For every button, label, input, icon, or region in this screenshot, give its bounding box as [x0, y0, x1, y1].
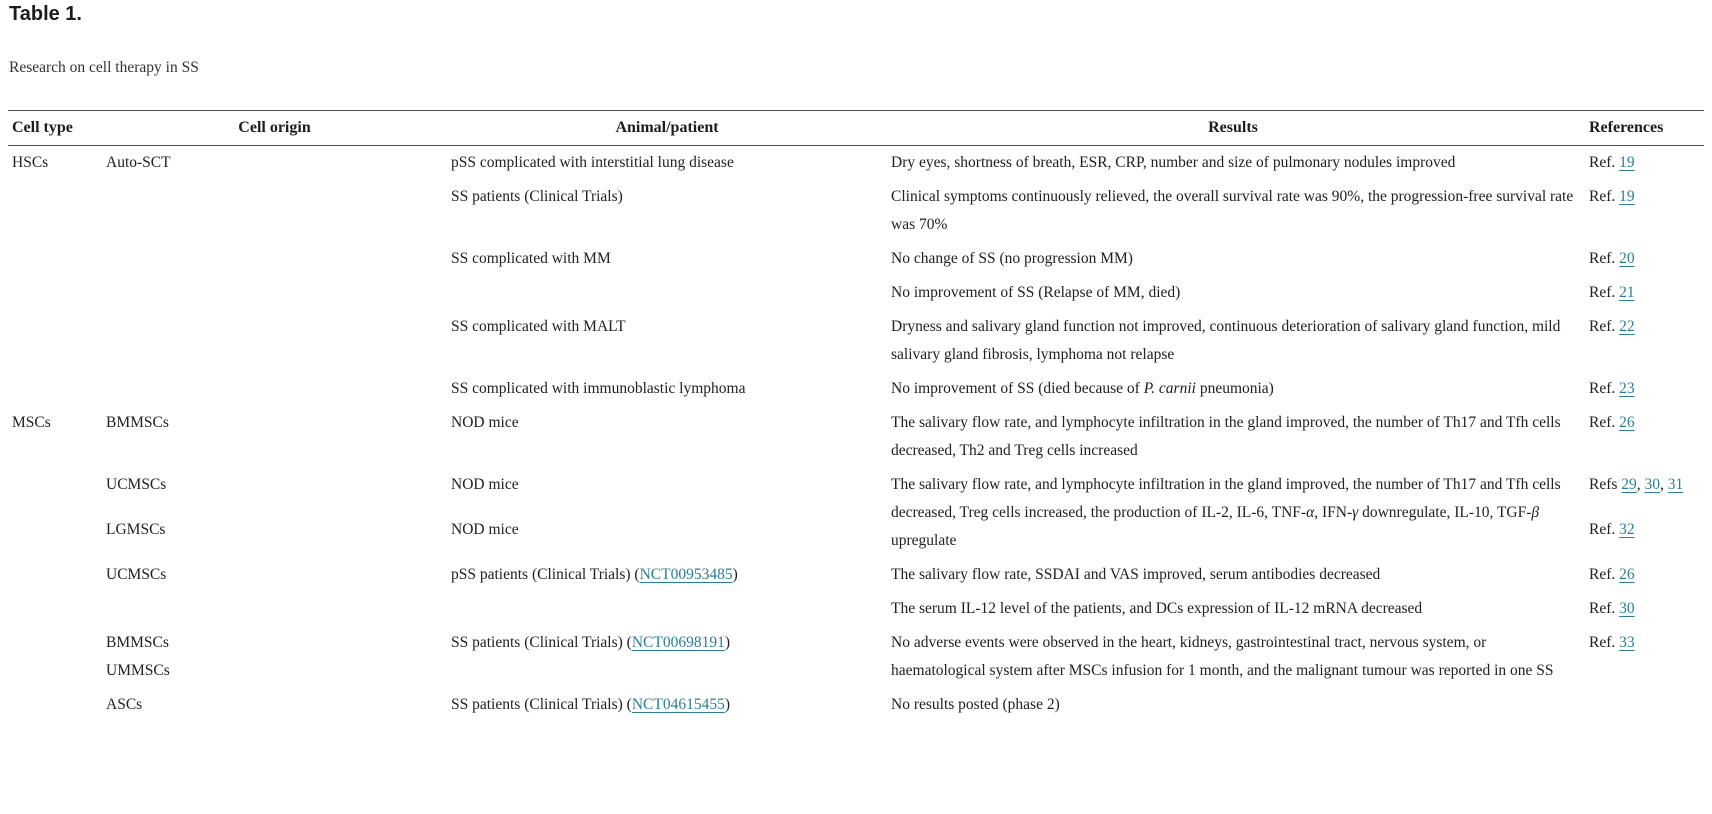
text-segment: pSS patients (Clinical Trials) (	[451, 566, 640, 583]
text-segment: SS patients (Clinical Trials) (	[451, 634, 632, 651]
text-segment: No results posted (phase 2)	[891, 696, 1060, 713]
table-caption: Research on cell therapy in SS	[9, 59, 199, 76]
cell-origin-cell	[106, 406, 451, 468]
animal-patient-cell	[451, 688, 891, 722]
table-row-3	[8, 242, 1704, 276]
text-segment: SS patients (Clinical Trials) (	[451, 696, 632, 713]
column-header-cell-origin: Cell origin	[106, 111, 451, 146]
link-30[interactable]: 30	[1644, 476, 1661, 493]
results-cell	[891, 406, 1583, 468]
text-segment: )	[724, 634, 731, 651]
text-segment: Ref.	[1589, 284, 1620, 301]
references-cell	[1583, 688, 1704, 722]
text-segment: SS complicated with MALT	[451, 318, 626, 335]
cell-type-cell	[8, 468, 106, 513]
results-cell	[891, 310, 1583, 372]
italic-text: γ	[1352, 504, 1359, 521]
text-segment: No improvement of SS (Relapse of MM, died)	[891, 284, 1181, 301]
text-segment: LGMSCs	[106, 521, 166, 538]
text-segment: The serum IL-12 level of the patients, and DCs expression of IL-12 mRNA decreased	[891, 600, 1423, 617]
text-segment: No adverse events were observed in the heart, kidneys, gastrointestinal tract, nervous system, or haematological system after MSCs infusion for 1 month, and the malignant tumour was reported in one SS	[891, 634, 1554, 679]
animal-patient-cell	[451, 242, 891, 276]
table-head	[8, 111, 1704, 146]
animal-patient-cell	[451, 276, 891, 310]
table-row-12	[8, 626, 1704, 688]
cell-type-cell	[8, 180, 106, 242]
link-nct04615455[interactable]: NCT04615455	[631, 696, 725, 713]
link-nct00953485[interactable]: NCT00953485	[639, 566, 733, 583]
cell-type-cell	[8, 513, 106, 558]
references-cell	[1583, 513, 1704, 558]
results-cell	[891, 146, 1583, 181]
references-cell	[1583, 276, 1704, 310]
table-row-13	[8, 688, 1704, 722]
cell-origin-cell	[106, 626, 451, 688]
table-row-8	[8, 468, 1704, 513]
text-segment: Ref.	[1589, 414, 1620, 431]
references-cell	[1583, 242, 1704, 276]
text-segment: Ref.	[1589, 188, 1620, 205]
link-22[interactable]: 22	[1619, 318, 1635, 335]
results-cell	[891, 242, 1583, 276]
references-cell	[1583, 146, 1704, 181]
references-cell	[1583, 406, 1704, 468]
references-cell	[1583, 626, 1704, 688]
cell-origin-cell	[106, 468, 451, 513]
table-row-4	[8, 276, 1704, 310]
results-cell	[891, 276, 1583, 310]
cell-type-cell	[8, 372, 106, 406]
animal-patient-cell	[451, 592, 891, 626]
cell-type-cell	[8, 688, 106, 722]
table-body	[8, 146, 1704, 723]
text-segment: NOD mice	[451, 521, 519, 538]
table-row-1	[8, 146, 1704, 181]
column-header-cell-type: Cell type	[8, 111, 106, 146]
text-segment: No change of SS (no progression MM)	[891, 250, 1133, 267]
animal-patient-cell	[451, 513, 891, 558]
header-row	[8, 111, 1704, 146]
link-29[interactable]: 29	[1621, 476, 1637, 493]
references-cell	[1583, 592, 1704, 626]
text-segment: BMMSCs	[106, 414, 169, 431]
text-segment: Ref.	[1589, 154, 1620, 171]
results-cell	[891, 558, 1583, 592]
text-segment: UCMSCs	[106, 476, 167, 493]
italic-text: β	[1531, 504, 1540, 521]
cell-type-cell	[8, 310, 106, 372]
text-segment: The salivary flow rate, and lymphocyte infiltration in the gland improved, the number of Th17 and Tfh cells decreased, Th2 and Treg cells increased	[891, 414, 1561, 459]
text-segment: NOD mice	[451, 414, 519, 431]
references-cell	[1583, 310, 1704, 372]
text-segment: pSS complicated with interstitial lung disease	[451, 154, 734, 171]
text-segment: ,	[1660, 476, 1668, 493]
text-segment: pneumonia)	[1195, 380, 1274, 397]
animal-patient-cell	[451, 310, 891, 372]
column-header-animal-patient: Animal/patient	[451, 111, 891, 146]
cell-origin-cell	[106, 688, 451, 722]
link-30[interactable]: 30	[1619, 600, 1635, 617]
text-segment: SS patients (Clinical Trials)	[451, 188, 623, 205]
link-26[interactable]: 26	[1619, 414, 1635, 431]
text-segment: Ref.	[1589, 600, 1620, 617]
link-23[interactable]: 23	[1619, 380, 1635, 397]
text-segment: upregulate	[891, 532, 957, 549]
text-segment: Dry eyes, shortness of breath, ESR, CRP, number and size of pulmonary nodules improved	[891, 154, 1456, 171]
cell-type-cell	[8, 592, 106, 626]
cell-type-cell	[8, 276, 106, 310]
link-19[interactable]: 19	[1619, 154, 1635, 171]
animal-patient-cell	[451, 372, 891, 406]
link-26[interactable]: 26	[1619, 566, 1635, 583]
italic-text: P. carnii	[1143, 380, 1196, 397]
animal-patient-cell	[451, 558, 891, 592]
animal-patient-cell	[451, 406, 891, 468]
results-cell	[891, 180, 1583, 242]
table-row-11	[8, 592, 1704, 626]
references-cell	[1583, 468, 1704, 513]
text-segment: ,	[1636, 476, 1645, 493]
cell-origin-cell	[106, 558, 451, 592]
cell-origin-cell	[106, 276, 451, 310]
text-segment: ASCs	[106, 696, 143, 713]
animal-patient-cell	[451, 180, 891, 242]
italic-text: α	[1306, 504, 1315, 521]
cell-origin-cell	[106, 242, 451, 276]
cell-type-cell: HSCs	[12, 154, 49, 171]
link-21[interactable]: 21	[1619, 284, 1635, 301]
text-segment: NOD mice	[451, 476, 519, 493]
link-32[interactable]: 32	[1619, 521, 1635, 538]
link-20[interactable]: 20	[1619, 250, 1635, 267]
results-cell	[891, 688, 1583, 722]
text-segment: downregulate, IL-10, TGF-	[1358, 504, 1532, 521]
text-segment: Ref.	[1589, 521, 1620, 538]
cell-type-cell: MSCs	[12, 414, 51, 431]
references-cell	[1583, 372, 1704, 406]
text-segment: No improvement of SS (died because of	[891, 380, 1144, 397]
cell-therapy-table	[8, 110, 1704, 722]
text-segment: SS complicated with immunoblastic lymphoma	[451, 380, 746, 397]
cell-origin-cell	[106, 372, 451, 406]
cell-origin-cell	[106, 513, 451, 558]
text-segment: Ref.	[1589, 380, 1620, 397]
cell-origin-cell	[106, 592, 451, 626]
results-cell	[891, 592, 1583, 626]
results-cell	[891, 626, 1583, 688]
column-header-references: References	[1583, 111, 1704, 146]
link-19[interactable]: 19	[1619, 188, 1635, 205]
table-title: Table 1.	[9, 3, 82, 25]
cell-type-cell	[8, 558, 106, 592]
animal-patient-cell	[451, 626, 891, 688]
text-segment: UMMSCs	[106, 662, 170, 679]
text-segment: Ref.	[1589, 318, 1620, 335]
results-cell	[891, 468, 1583, 558]
text-segment: Ref.	[1589, 250, 1620, 267]
cell-type-cell	[8, 242, 106, 276]
references-cell	[1583, 180, 1704, 242]
text-segment: The salivary flow rate, and lymphocyte infiltration in the gland improved, the number of Th17 and Tfh cells decreased, Treg cells increased, the production of IL-2, IL-6, TNF-	[891, 476, 1561, 521]
results-cell	[891, 372, 1583, 406]
text-segment: Refs	[1589, 476, 1622, 493]
text-segment: )	[732, 566, 738, 583]
text-segment: SS complicated with MM	[451, 250, 611, 267]
table-row-2	[8, 180, 1704, 242]
text-segment: BMMSCs	[106, 634, 169, 651]
text-segment: The salivary flow rate, SSDAI and VAS improved, serum antibodies decreased	[891, 566, 1381, 583]
text-segment: Dryness and salivary gland function not improved, continuous deterioration of salivary gland function, mild salivary gland fibrosis, lymphoma not relapse	[891, 318, 1561, 363]
table-row-5	[8, 310, 1704, 372]
text-segment: , IFN-	[1314, 504, 1353, 521]
cell-origin-cell	[106, 146, 451, 181]
animal-patient-cell	[451, 468, 891, 513]
text-segment: )	[724, 696, 731, 713]
table-row-6	[8, 372, 1704, 406]
text-segment: Ref.	[1589, 634, 1620, 651]
animal-patient-cell	[451, 146, 891, 181]
cell-type-cell	[8, 626, 106, 688]
cell-origin-cell	[106, 180, 451, 242]
text-segment: Clinical symptoms continuously relieved, the overall survival rate was 90%, the progression-free survival rate was 70%	[891, 188, 1574, 233]
text-segment: Ref.	[1589, 566, 1620, 583]
text-segment: UCMSCs	[106, 566, 167, 583]
table-row-7	[8, 406, 1704, 468]
link-nct00698191[interactable]: NCT00698191	[631, 634, 725, 651]
text-segment: Auto-SCT	[106, 154, 171, 171]
column-header-results: Results	[891, 111, 1583, 146]
references-cell	[1583, 558, 1704, 592]
link-33[interactable]: 33	[1619, 634, 1635, 651]
cell-origin-cell	[106, 310, 451, 372]
table-row-10	[8, 558, 1704, 592]
link-31[interactable]: 31	[1667, 476, 1684, 493]
